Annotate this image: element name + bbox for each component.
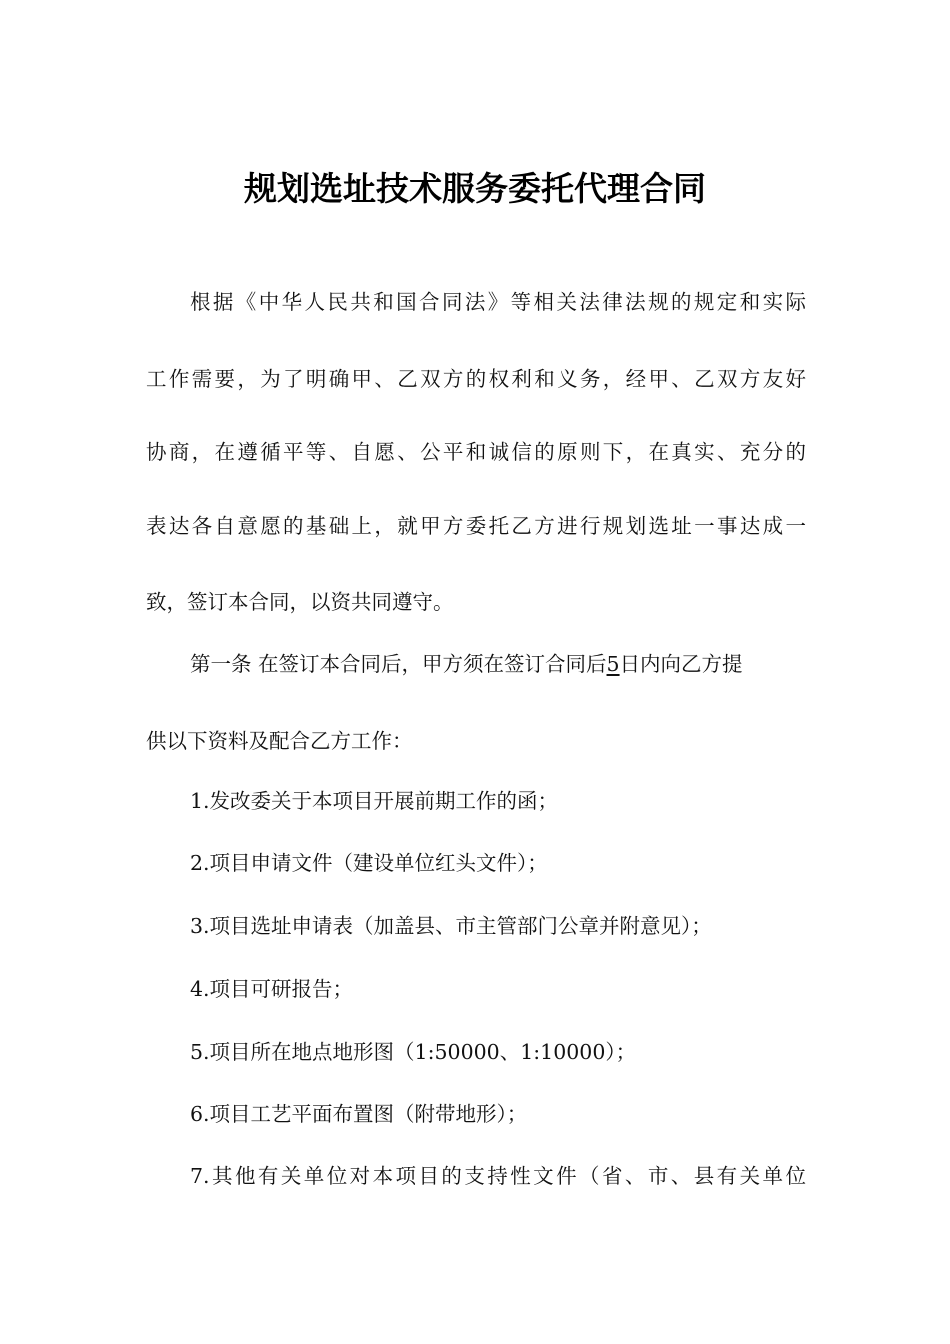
article-1-suffix: 日内向乙方提 xyxy=(619,652,743,676)
article-1-days: 5 xyxy=(606,652,620,676)
article-1-prefix: 第一条 在签订本合同后，甲方须在签订合同后 xyxy=(190,652,607,676)
list-item: 7.其他有关单位对本项目的支持性文件（省、市、县有关单位 xyxy=(190,1164,806,1188)
intro-line-1: 根据《中华人民共和国合同法》等相关法律法规的规定和实际 xyxy=(190,290,806,314)
list-item: 4.项目可研报告； xyxy=(190,977,354,1001)
article-1-line-2: 供以下资料及配合乙方工作： xyxy=(146,729,413,753)
list-item: 3.项目选址申请表（加盖县、市主管部门公章并附意见）； xyxy=(190,914,712,938)
list-item: 6.项目工艺平面布置图（附带地形）； xyxy=(190,1102,528,1126)
intro-line-4: 表达各自意愿的基础上，就甲方委托乙方进行规划选址一事达成一 xyxy=(146,514,806,538)
list-item: 2.项目申请文件（建设单位红头文件）； xyxy=(190,851,548,875)
intro-line-2: 工作需要，为了明确甲、乙双方的权利和义务，经甲、乙双方友好 xyxy=(146,367,806,391)
article-1-line-1 xyxy=(190,649,806,679)
contract-title: 规划选址技术服务委托代理合同 xyxy=(244,169,706,208)
intro-line-5: 致，签订本合同，以资共同遵守。 xyxy=(146,590,454,614)
list-item: 5.项目所在地点地形图（1:50000、1:10000）； xyxy=(190,1040,637,1064)
intro-line-3: 协商，在遵循平等、自愿、公平和诚信的原则下，在真实、充分的 xyxy=(146,440,806,464)
list-item: 1.发改委关于本项目开展前期工作的函； xyxy=(190,789,559,813)
